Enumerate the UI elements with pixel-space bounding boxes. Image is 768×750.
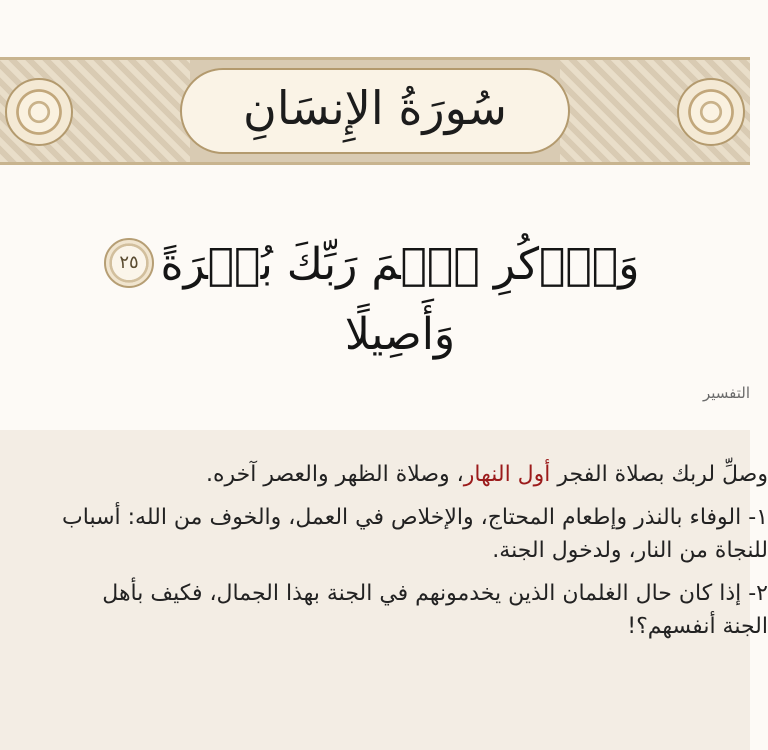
tafsir-box bbox=[0, 430, 768, 750]
surah-title: سُورَةُ الإِنسَانِ bbox=[243, 81, 507, 135]
ayah-number-marker: ٢٥ bbox=[104, 238, 154, 288]
tafsir-line bbox=[0, 458, 768, 491]
benefit-1-line-2: للنجاة من النار، ولدخول الجنة. bbox=[492, 538, 768, 563]
ayah-text[interactable]: وَٱذۡكُرِ ٱسۡمَ رَبِّكَ بُكۡرَةً وَأَصِيلًا bbox=[160, 239, 640, 360]
tafsir-text-segment: ، وصلاة الظهر والعصر آخره. bbox=[205, 462, 464, 487]
tafsir-source-label[interactable]: التفسير bbox=[702, 384, 750, 402]
surah-header-banner bbox=[0, 57, 750, 165]
rosette-right-icon bbox=[677, 78, 745, 146]
tafsir-text-segment: وصلِّ لربك بصلاة الفجر bbox=[550, 462, 768, 487]
tafsir-text bbox=[0, 458, 768, 643]
rosette-left-icon bbox=[5, 78, 73, 146]
tafsir-highlight: أول النهار bbox=[463, 462, 551, 487]
benefit-2-line-1: ٢- إذا كان حال الغلمان الذين يخدمونهم في الجنة بهذا الجمال، فكيف بأهل bbox=[102, 581, 768, 606]
benefit-2-line-2: الجنة أنفسهم؟! bbox=[627, 614, 768, 639]
benefit-1-line-1: ١- الوفاء بالنذر وإطعام المحتاج، والإخلاص في العمل، والخوف من الله: أسباب bbox=[62, 505, 768, 530]
